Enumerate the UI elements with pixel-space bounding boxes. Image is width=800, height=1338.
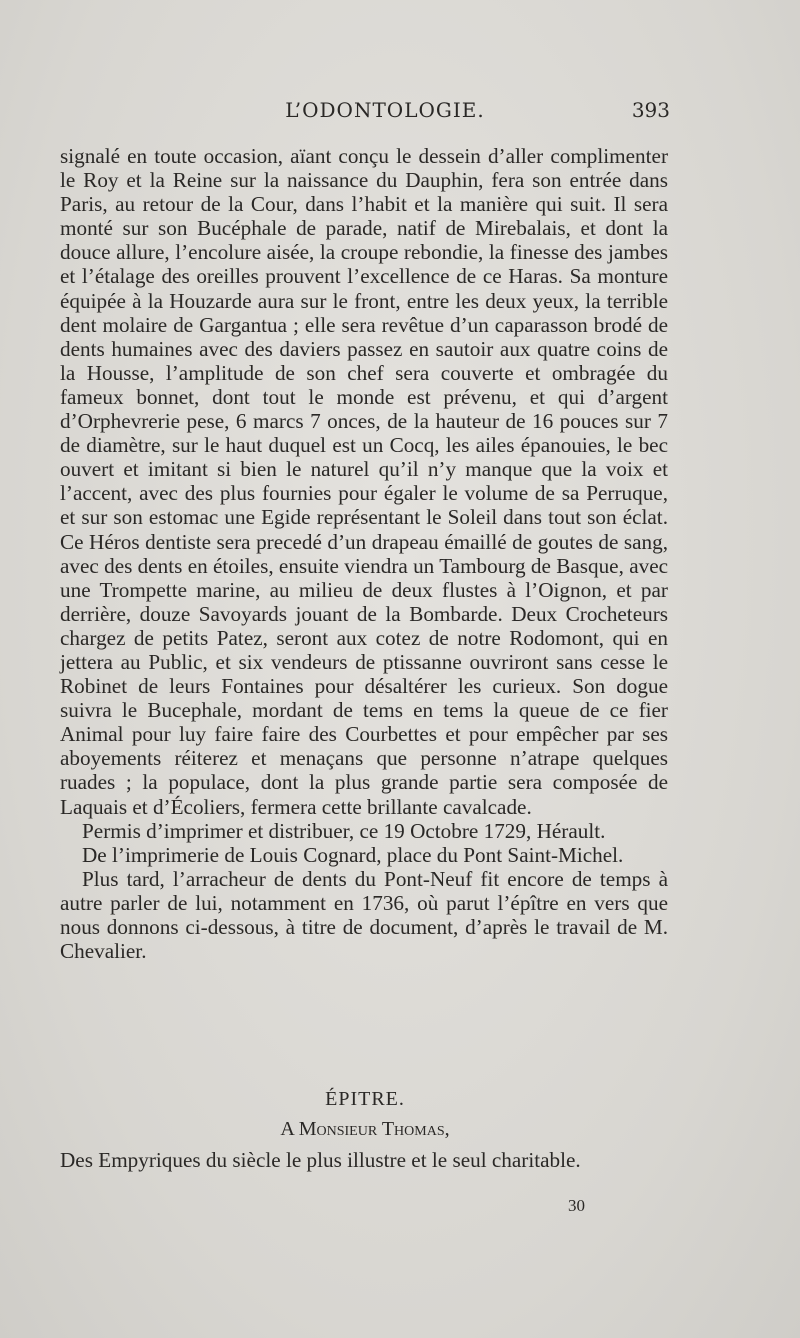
page-number: 393 bbox=[631, 98, 670, 122]
body-text bbox=[60, 144, 668, 963]
epitre-title: ÉPITRE. bbox=[325, 1088, 405, 1110]
paragraph-procession: signalé en toute occasion, aïant conçu le dessein d’aller complimenter le Roy et la Reine sur la naissance du Dauphin, fera son entrée dans Paris, au retour de la Cour, dans l’habit et la manière qui suit. Il sera monté sur son Bucéphale de parade, natif de Mirebalais, et dont la douce allure, l’encolure aisée, la croupe rebondie, la finesse des jambes et l’étalage des oreilles prouvent l’excellence de ce Haras. Sa monture équipée à la Houzarde aura sur le front, entre les deux yeux, la terrible dent molaire de Gargantua ; elle sera revêtue d’un caparasson brodé de dents humaines avec des daviers passez en sautoir aux quatre coins de la Housse, l’amplitude de son chef sera couverte et ombragée du fameux bonnet, dont tout le monde est prévenu, et qui d’argent d’Orphevrerie pese, 6 marcs 7 onces, de la hauteur de 16 pouces sur 7 de diamètre, sur le haut duquel est un Cocq, les ailes épanouies, le bec ouvert et imitant si bien le naturel qu’il n’y manque que la voix et l’accent, avec des plus fournies pour égaler le volume de sa Perruque, et sur son estomac une Egide représentant le Soleil dans tout son éclat. Ce Héros dentiste sera precedé d’un drapeau émaillé de goutes de sang, avec des dents en étoiles, ensuite viendra un Tambourg de Basque, avec une Trompette marine, au milieu de deux flustes à l’Oignon, et par derrière, douze Savoyards jouant de la Bombarde. Deux Crocheteurs chargez de petits Patez, seront aux cotez de notre Rodomont, qui en jettera au Public, et six vendeurs de ptissanne ouvriront sans cesse le Robinet de leurs Fontaines pour désaltérer les curieux. Son dogue suivra le Bucephale, mordant de tems en tems la queue de ce fier Animal pour luy faire faire des Courbettes et pour empêcher par ses aboyements réiterez et menaçans que personne n’atrape quelques ruades ; la populace, dont la plus grande partie sera composée de Laquais et d’Écoliers, fermera cette brillante cavalcade. bbox=[60, 144, 668, 819]
paragraph-permit: Permis d’imprimer et distribuer, ce 19 Octobre 1729, Hérault. bbox=[82, 818, 606, 843]
paragraph-later: Plus tard, l’arracheur de dents du Pont-Neuf fit encore de temps à autre parler de lui, notamment en 1736, où parut l’épître en vers que nous donnons ci-dessous, à titre de document, d’après le travail de M. Chevalier. bbox=[60, 866, 668, 964]
page-header bbox=[60, 98, 670, 128]
paragraph-printer: De l’imprimerie de Louis Cognard, place du Pont Saint-Michel. bbox=[82, 842, 624, 867]
epitre-verse: Des Empyriques du siècle le plus illustre et le seul charitable. bbox=[60, 1148, 581, 1172]
signature-mark: 30 bbox=[568, 1196, 585, 1215]
running-title: L’ODONTOLOGIE. bbox=[285, 98, 485, 122]
epitre-dedication: A Monsieur Thomas, bbox=[280, 1118, 450, 1140]
